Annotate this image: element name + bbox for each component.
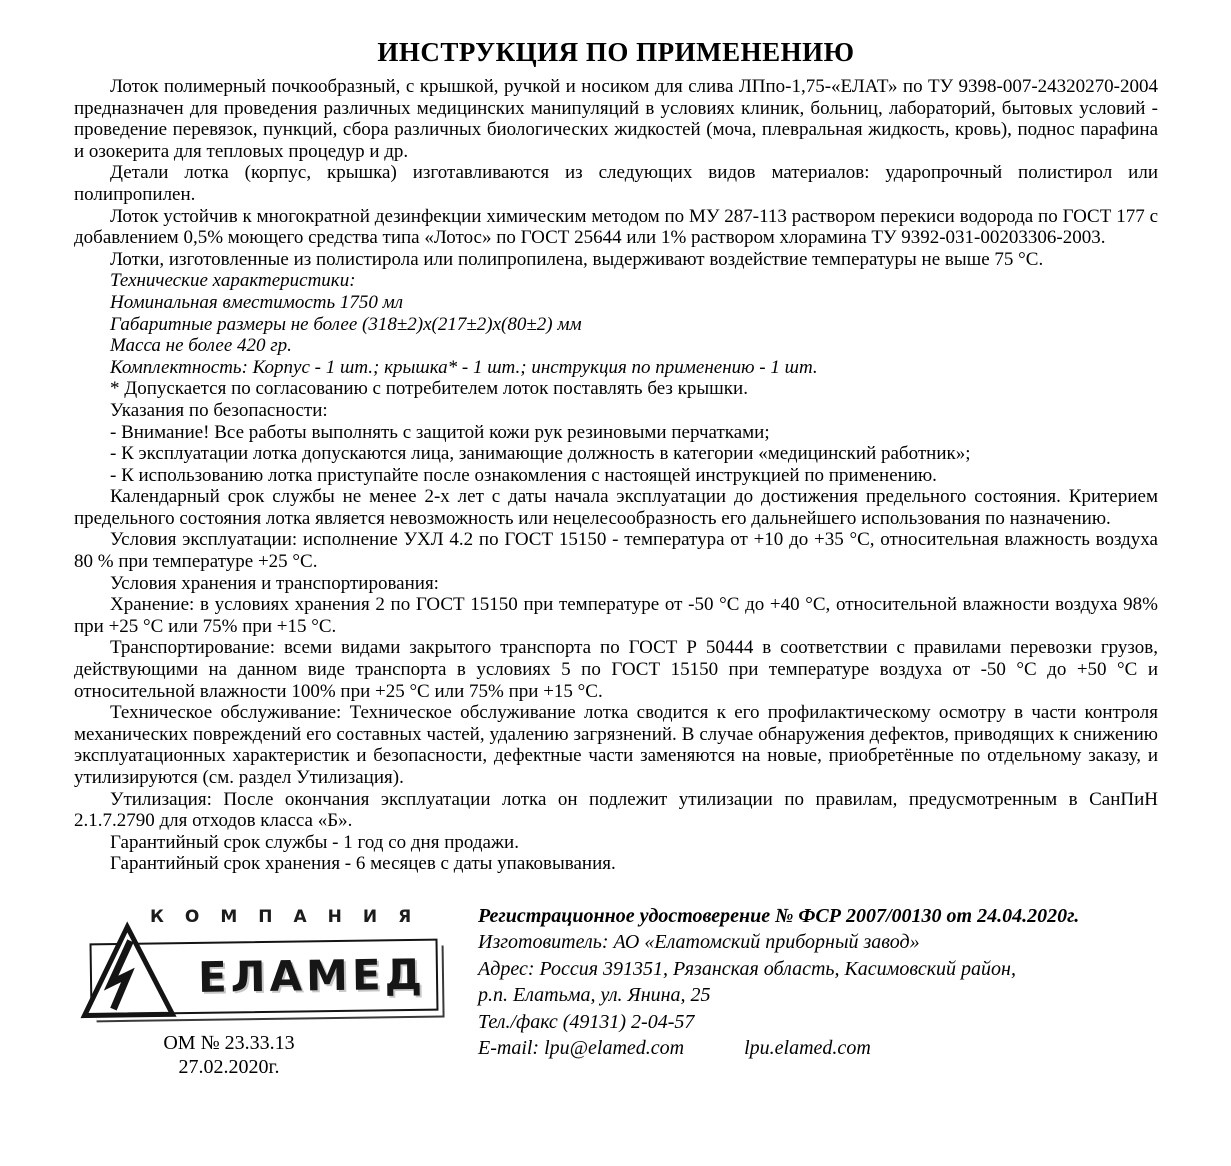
registration-line: Регистрационное удостоверение № ФСР 2007/00130 от 24.04.2020г. [478,904,1080,927]
om-date: 27.02.2020г. [178,1056,280,1079]
logo-brand-text: ЕЛАМЕД [197,949,427,1002]
para-storage-heading: Условия хранения и транспортирования: [110,572,439,594]
elamed-logo-icon [77,920,178,1021]
para-temperature: Лотки, изготовленные из полистирола или полипропилена, выдерживают воздействие температуры не выше 75 °С. [110,248,1044,270]
para-warranty-storage: Гарантийный срок хранения - 6 месяцев с даты упаковывания. [110,853,616,875]
footer [74,901,1158,1079]
para-warranty-service: Гарантийный срок службы - 1 год со дня продажи. [110,831,519,853]
email-line [478,1035,1158,1062]
para-utilization: Утилизация: После окончания эксплуатации лотка он подлежит утилизации по правилам, предусмотренным в СанПиН 2.1.7.2790 для отходов класса «Б». [74,788,1158,832]
para-disinfection: Лоток устойчив к многократной дезинфекции химическим методом по МУ 287-113 раствором перекиси водорода по ГОСТ 177 с добавлением 0,5% моющего средства типа «Лотос» по ГОСТ 25644 или 1% раствором хлорамина ТУ 9392-031-00203306-2003. [74,205,1158,249]
website: lpu.elamed.com [744,1037,871,1060]
para-mass: Масса не более 420 гр. [110,335,292,357]
logo-company-word: КОМПАНИЯ [150,906,433,927]
manufacturer-line: Изготовитель: АО «Елатомский приборный завод» [478,931,920,954]
para-purpose: Лоток полимерный почкообразный, с крышкой, ручкой и носиком для слива ЛПпо-1,75-«ЕЛАТ» по ТУ 9398-007-24320270-2004 предназначен для проведения различных медицинских манипуляций в условиях клиник, больниц, лабораторий, бытовых условий - проведение перевязок, пункций, сбора различных биологических жидкостей (моча, плевральная жидкость, кровь), поднос парафина и озокерита для тепловых процедур и др. [74,76,1158,162]
email-address: E-mail: lpu@elamed.com [478,1037,685,1060]
phone-line: Тел./факс (49131) 2-04-57 [478,1010,695,1033]
para-maintenance: Техническое обслуживание: Техническое обслуживание лотка сводится к его профилактическому осмотру в части контроля механических повреждений его составных частей, удалению загрязнений. В случае обнаружения дефектов, приводящих к снижению эксплуатационных характеристик и безопасности, дефектные части заменяются на новые, приобретённые по отдельному заказу, и утилизируются (см. раздел Утилизация). [74,702,1158,788]
para-materials: Детали лотка (корпус, крышка) изготавливаются из следующих видов материалов: ударопрочный полистирол или полипропилен. [74,162,1158,205]
address-line-1: Адрес: Россия 391351, Рязанская область, Касимовский район, [478,957,1016,980]
para-tech-specs-heading: Технические характеристики: [110,270,356,292]
logo-block [74,901,474,1079]
para-operating-conditions: Условия эксплуатации: исполнение УХЛ 4.2 по ГОСТ 15150 - температура от +10 до +35 °С, относительная влажность воздуха 80 % при температуре +25 °С. [74,529,1158,573]
elamed-logo [90,938,439,1015]
document-title: ИНСТРУКЦИЯ ПО ПРИМЕНЕНИЮ [377,37,855,67]
para-completeness: Комплектность: Корпус - 1 шт.; крышка* - 1 шт.; инструкция по применению - 1 шт. [110,356,818,378]
para-service-life: Календарный срок службы не менее 2-х лет с даты начала эксплуатации до достижения предельного состояния. Критерием предельного состояния лотка является невозможность или нецелесообразность его дальнейшего использования по назначению. [74,486,1158,529]
email-gap [684,1035,744,1062]
address-line-2: р.п. Елатьма, ул. Янина, 25 [478,984,711,1007]
manufacturer-block [474,901,1158,1079]
para-capacity: Номинальная вместимость 1750 мл [110,291,404,313]
para-safety-3: - К использованию лотка приступайте после ознакомления с настоящей инструкцией по применению. [110,464,937,486]
para-transportation: Транспортирование: всеми видами закрытого транспорта по ГОСТ Р 50444 в соответствии с правилами перевозки грузов, действующими на данном виде транспорта в условиях 5 по ГОСТ 15150 при температуре воздуха от -50 °С до +50 °С и относительной влажности 100% при +25 °С или 75% при +15 °С. [74,637,1158,702]
om-number: ОМ № 23.33.13 [163,1031,295,1054]
para-footnote: * Допускается по согласованию с потребителем лоток поставлять без крышки. [110,378,748,400]
para-safety-2: - К эксплуатации лотка допускаются лица, занимающие должность в категории «медицинский работник»; [110,443,971,465]
para-dimensions: Габаритные размеры не более (318±2)х(217±2)х(80±2) мм [110,313,582,335]
para-storage: Хранение: в условиях хранения 2 по ГОСТ 15150 при температуре от -50 °С до +40 °С, относительной влажности воздуха 98% при +25 °С или 75% при +15 °С. [74,594,1158,637]
para-safety-heading: Указания по безопасности: [110,399,328,421]
para-safety-1: - Внимание! Все работы выполнять с защитой кожи рук резиновыми перчатками; [110,421,770,443]
